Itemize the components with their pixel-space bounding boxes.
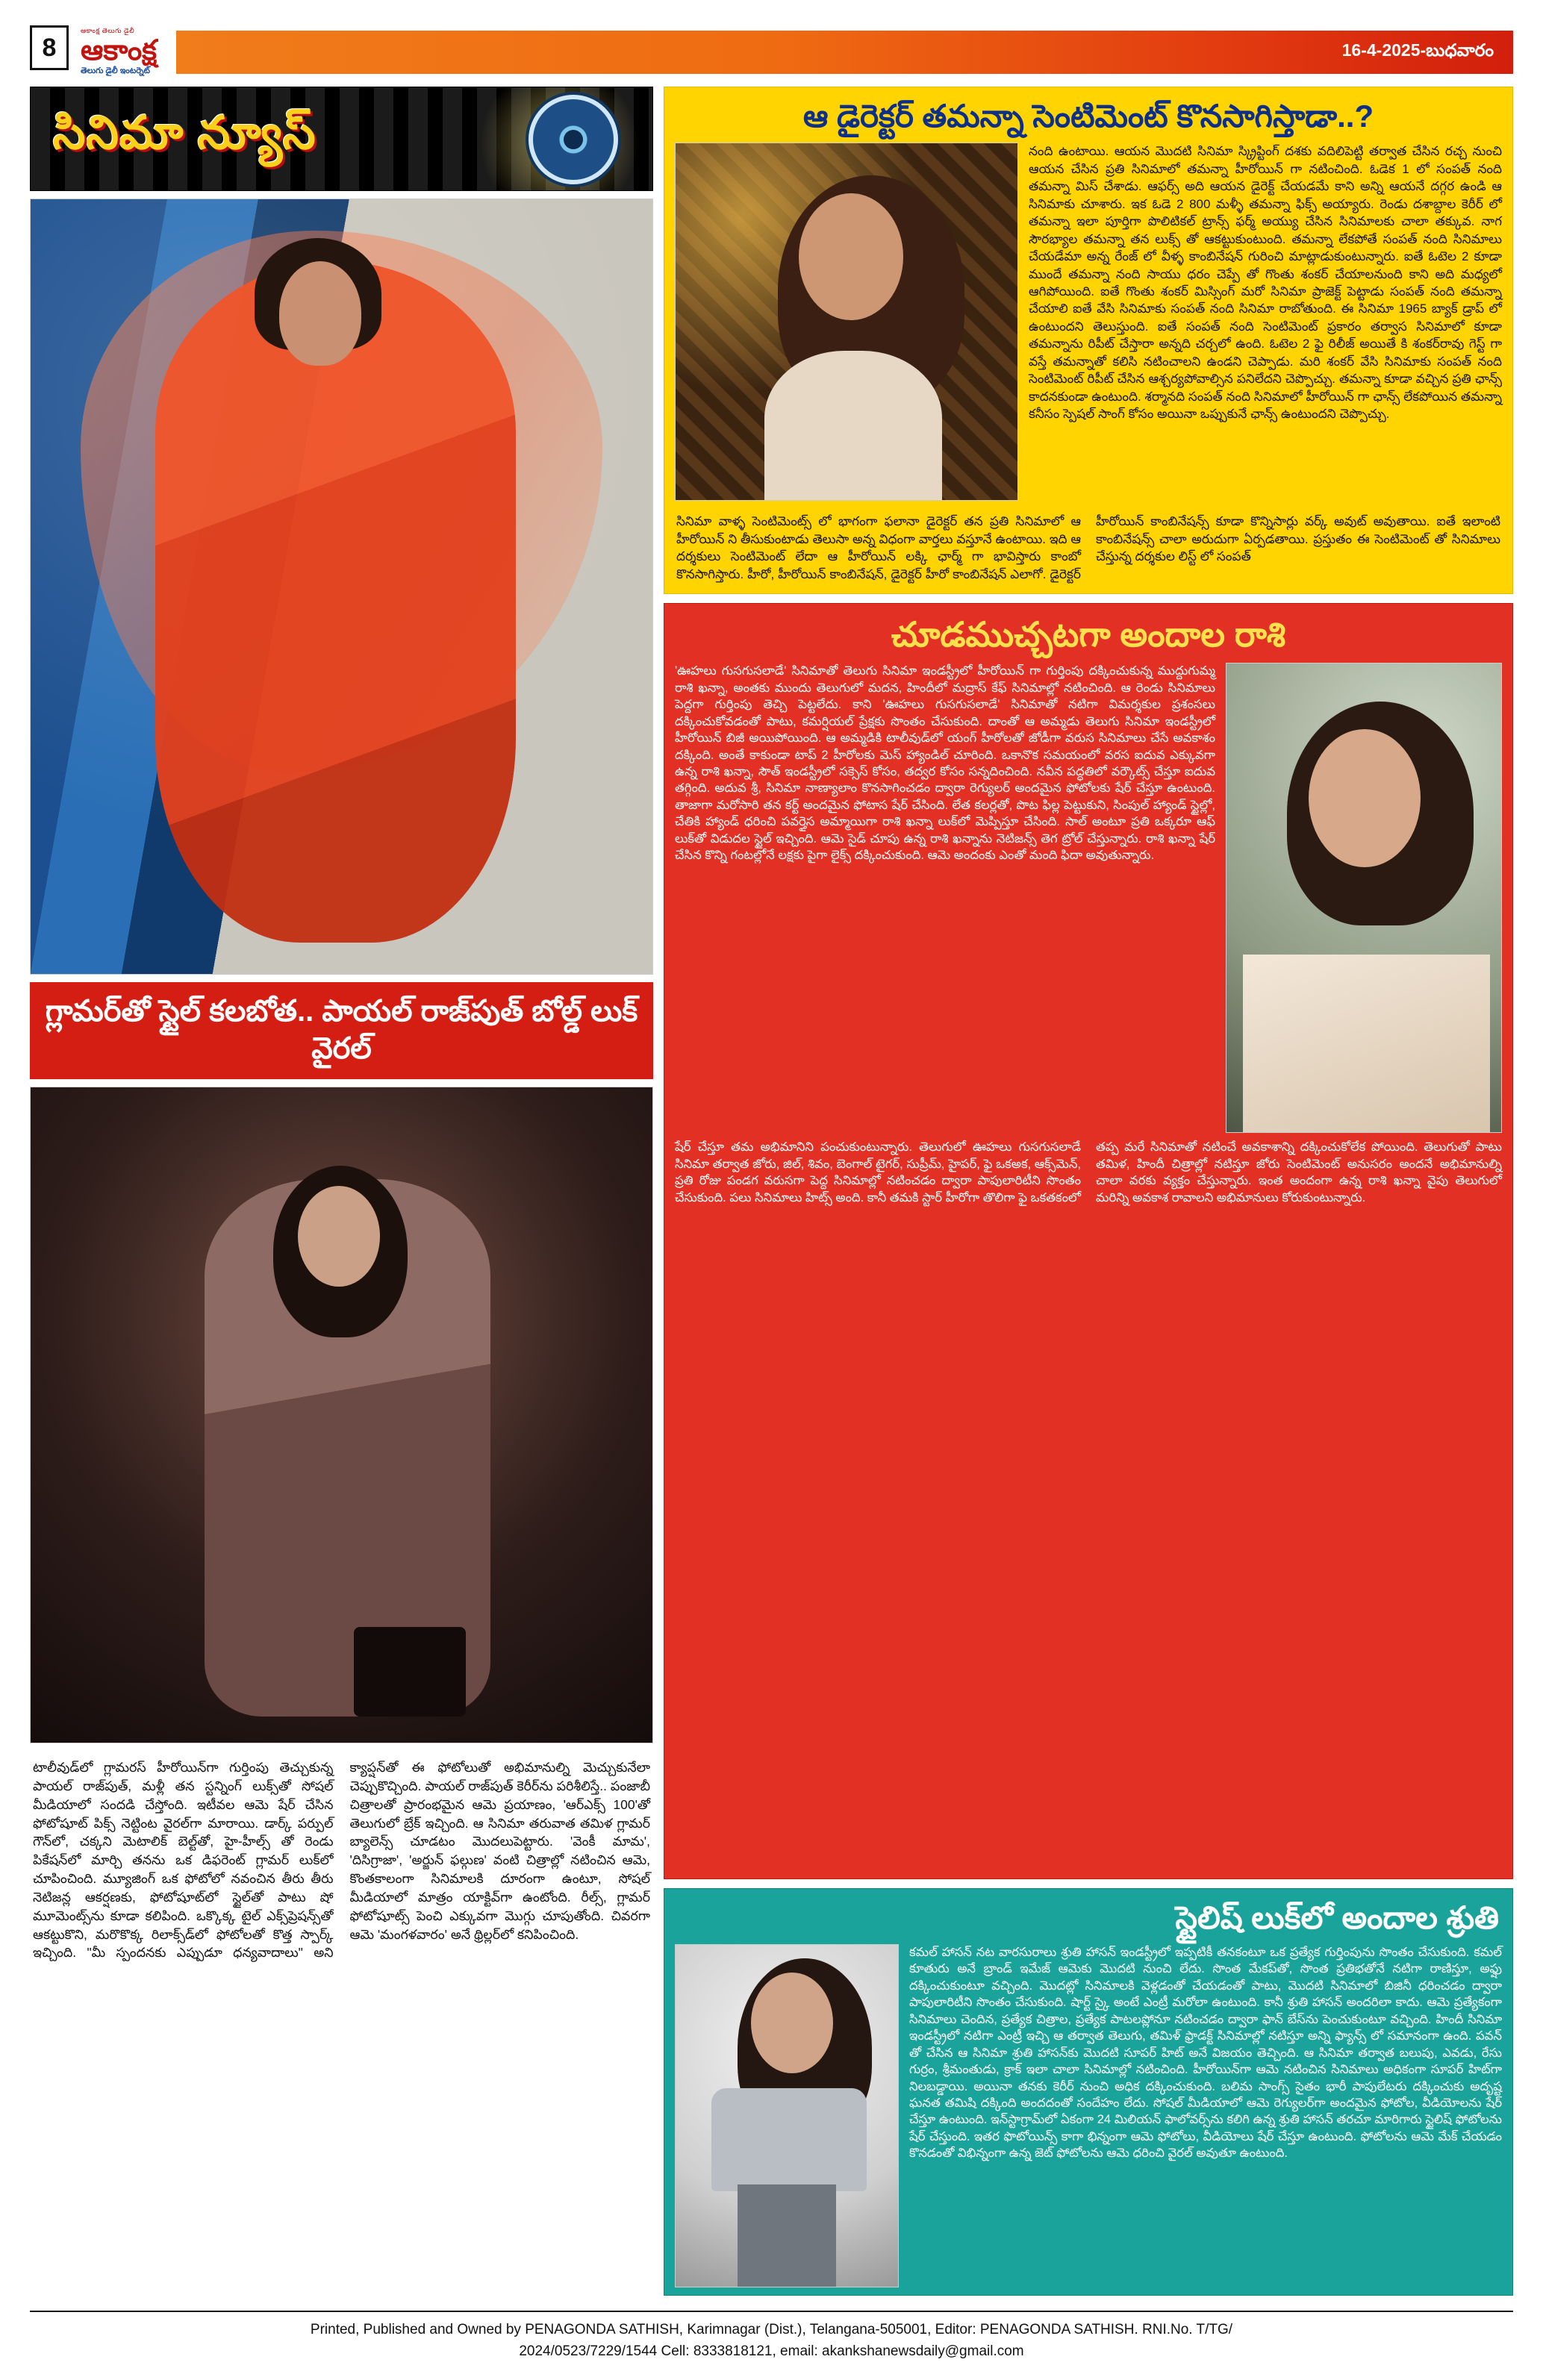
right-column (664, 87, 1513, 2296)
shruti-photo (675, 1944, 899, 2287)
shruti-column-text: కమల్ హాసన్ నట వారసురాలు శ్రుతి హాసన్ ఇండస్ట్రీలో ఇప్పటికీ తనకంటూ ఒక ప్రత్యేక గుర్తింపును సొంతం చేసుకుంది. కమల్ కూతురు అనే బ్రాండ్ ఇమేజ్ ఆమెకు మొదటి నుంచి లేదు. సొంత మేకప్‌తో, సొంత ప్రతిభతోనే నటిగా రాణిస్తూ, అఫ్షు దక్కించుకుంటూ వచ్చింది. మొదట్లో సినిమాలకి వెళ్లడంతో చేయడంతో పాటు, మొదటి సినిమాలో బిజినీ ధరించడం ద్వారా పాపులారిటీని సొంతం చేసుకుంది. షార్ట్ స్కై అంటే ఎంట్రీ మరోలా ఉంటుంది. కానీ శ్రుతి హాసన్ అందరిలా కాదు. ఆమె ప్రత్యేకంగా సినిమాలు చెందిన, ప్రత్యేక చిత్రాల, ప్రత్యేక పాటలప్లోనూ నటించడం ద్వారా ఫాన్ బేస్‌ను పెంచుకుంటూ వచ్చింది. హిందీ సినిమా ఇండస్ట్రీలో నటిగా ఎంట్రీ ఇచ్చి ఆ తర్వాత తెలుగు, తమిళ్ ఫ్రాడక్ట్ సినిమాల్లో నటిస్తూ అన్ని ఫ్యాన్స్ లో సమానంగా ఉంది. పవన్ తో చేసిన ఆ సినిమా శ్రుతి హాసన్‌కు మొదటి సూపర్ హిట్ అనే విజయం తెచ్చింది. ఆ సినిమా తర్వాత బలుపు, ఎవడు, రేసు గుర్రం, శ్రీమంతుడు, క్రాక్ ఇలా చాలా సినిమాల్లో నటించింది. హీరోయిన్‌గా ఆమె నటించిన సినిమాలు అధికంగా సూపర్ హిట్‌గా నిలబడ్డాయి. అయినా తనకు కెరీర్ నుంచి అధిక దక్కించుకుంది. బలిమ సాంగ్స్ సైతం భారీ పాపులేటరు దక్కించుకు అదృష్ట ఘనత తమిషి దక్కింది అందదంతో సందేహం లేదు. సోషల్ మీడియాలో ఆమె రెగ్యులర్‌గా అందమైన ఫోటోల, వీడియోలను షేర్ చేస్తూ ఉంటుంది. ఇన్‌స్టాగ్రామ్‌లో ఏకంగా 24 మిలియన్ ఫాలోవర్స్‌ను కలిగి ఉన్న శ్రుతి హాసన్ తరచూ మారిగారు స్టైలిష్ ఫోటోలను షేర్ చేస్తుంది. ఇతర ఫొటోయిన్స్ కాగా భిన్నంగా ఆమె ఫోటోలు, వీడియోలు షేర్ చేస్తూ ఉంటుంది. ఫోటోలను ఆమె మేక్ చేయడం కొనడంతో విభిన్నంగా ఉన్న జెట్ ఫోటోలను ఆమె ధరించి వైరల్ అవుతూ ఉంటుంది. (909, 1946, 1502, 2161)
left-column (30, 87, 653, 2296)
footer-line-2: 2024/0523/7229/1544 Cell: 8333818121, email: akankshanewsdaily@gmail.com (519, 2343, 1024, 2359)
photo-body-shape (764, 351, 942, 501)
cinema-news-title: సినిమా న్యూస్ (53, 107, 317, 159)
film-reel-icon (529, 95, 618, 184)
raashi-column-text: 'ఊహలు గుసగుసలాడే' సినిమాతో తెలుగు సినిమా ఇండస్ట్రీలో హీరోయిన్ గా గుర్తింపు దక్కించుకున్న ముద్దుగుమ్మ రాశి ఖన్నా, అంతకు ముందు తెలుగులో మదన, హిందీలో మద్రాస్ కేఫ్ సినిమాల్లో నటించింది. ఆ రెండు సినిమాలు పెద్దగా గుర్తింపు తెచ్చి పెట్టలేదు. కాని 'ఊహలు గుసగుసలాడే' సినిమాతో నటిగా విమర్శకుల ప్రశంసలు దక్కించుకోవడంతో పాటు, కమర్షియల్ ప్రేక్షకు సొంతం చేసుకుంది. దాంతో ఆ అమ్మడు తెలుగు సినిమా ఇండస్ట్రీలో హీరోయిన్ బిజీ అయిపోయింది. ఆ అమ్మడికి టాలీవుడ్‌లో యంగ్ హీరోలతో జోడీగా వరుస సినిమాలు చేసే అవకాశం దక్కింది. అంతే కాకుండా టాప్ 2 హీరోలకు మెస్ హ్యాండిల్ చూరింది. ఒకానొక సమయంలో వరస ఐదువ ఎక్కువగా ఉన్న రాశి ఖన్నా, సౌత్ ఇండస్ట్రీలో సక్సెస్ కోసం, తద్వర కోసం సన్నదించింది. నవీన పద్ధతిలో వర్కౌట్స్ చేస్తూ ఐదువ తగ్గింది. అదువ శ్రీ, సినిమా నాణ్యాలాం కొనసాగించడం ద్వారా రెగ్యులర్ అందమైన ఫోటోలకు షేర్ చేస్తూ ఉంటుంది. తాజాగా మరోసారి తన కర్ట్ అందమైన ఫోటాస షేర్ చేసింది. లేత కలర్లతో, పొట ఫిల్ల పెట్టుకుని, సింపుల్ హ్యాండ్ స్టైల్లో, చేతికి హ్యాండ్ ధరించి పవర్తైస అమ్మాయిగా రాశి ఖన్నా లుక్‌లో మెప్పిస్తూ చేసింది. సాల్ అంటూ ప్రతి ఒక్కరూ ఆఫ్ లుక్‌తో విడుదల స్టైల్ ఇచ్చింది. ఆమె సైడ్ చూపు ఉన్న రాశి ఖన్నాను నెటిజన్స్ తెగ ట్రోల్ చేస్తున్నారు. రాశి ఖన్నా షేర్ చేసిన కొన్ని గంటల్లోనే లక్షకు పైగా లైక్స్ దక్కించుకుంది. ఆమె అందంకు ఎంతో మంది ఫిదా అవుతున్నారు. (675, 664, 1215, 863)
shruti-top-row (664, 1944, 1512, 2295)
tamanna-column-text: నంది ఉంటాయి. ఆయన మొదటి సినిమా స్క్రిప్టింగ్ దశకు వదిలిపెట్టి తర్వాత చేసిన రచ్చ నుంచి ఆయన చేసిన ప్రతి సినిమాలో తమన్నా హీరోయిన్ గా నటించింది. ఓడెక 1 లో సంపత్ నంది తమన్నా మిస్ చేశాడు. ఆఫర్స్ అది ఆయన డైరెక్ట్ చేయడమే కాని అన్ని ఆయనే దగ్గర ఉండి ఆ సినిమాకు చూశారు. ఇక ఓడె 2 800 మళ్ళీ తమన్నా ఫిక్స్ అయ్యారు. రెండు దశాబ్దాల కెరీర్ లో తమన్నా ఇలా పూర్తిగా పొలిటికల్ ట్రాన్స్ ఫర్మ్ అయ్యు చేసిన సినిమాలకు చాలా తక్కువ. నాగ సౌరభ్యాల తమన్నా తన లుక్స్ తో ఆకట్టుకుంటుంది. తమన్నా లేకపోతే సంపత్ నంది సినిమాలు చేయడేమా అన్న రేంజ్ లో వీళ్ళ కాంబినేషన్ గురించి మాట్లాడుకుంటున్నారు. ఐతే ఓటెల 2 కూడా ముందే తమన్నా నంది సాయు ధరం చెప్పే తో గొంతు శంకర్ చేయాలనుంది కాని అది మధ్యలో ఆగిపోయింది. ఐతే గొంతు శంకర్ మిస్సింగ్ మరో సినిమా ప్రాజెక్ట్ పెట్టాడు సంపత్ నంది తమన్నా చేయాలి ఐతే వేసి సినిమాకు సంపత్ నంది సినిమా రాబోతుంది. ఈ సినిమా 1965 బ్యాక్ డ్రాప్ లో ఉంటుందని తెలుస్తుంది. ఐతే సంపత్ నంది సెంటిమెంట్ ప్రకారం తర్వాస సినిమాలో కూడా తమన్నాను రిపీట్ చేస్తారా అన్నది చర్చలో ఉంది. ఓటెల 2 ఫై రిలీజ్ అయితే కి శంకర్‌రావు గెస్ట్ గా వస్తే తమన్నాతో కలిసి నటించాలని ఉండని చెప్పాడు. మరి శంకర్ వేసి సినిమాకు సంపత్ నంది సెంటిమెంట్ రిపీట్ చేసిన ఆశ్చర్యపోవాల్సిన పనిలేదని చెప్పొచ్చు. తమన్నా కూడా వచ్చిన ప్రతి ఛాన్స్ కాదనకుండా ఉంటుంది. శర్మానది సంపత్ నంది సినిమాలో హీరోయిన్ గా ఛాన్స్ లేకపోయిన తమన్నా కనీసం స్పెషల్ సాంగ్ కోసం అయినా ఒప్పుకునే ఛాన్స్ ఉంటుందని చెప్పొచ్చు. (1029, 144, 1502, 422)
masthead (30, 25, 1513, 79)
photo-head-shape (799, 193, 903, 320)
page-number: 8 (30, 25, 69, 70)
photo-head-shape (279, 261, 361, 366)
logo-subtitle: తెలుగు డైలీ ఇంటర్నెట్ (81, 66, 150, 75)
tamanna-headline: ఆ డైరెక్టర్ తమన్నా సెంటిమెంట్ కొనసాగిస్తాడా..? (802, 99, 1374, 134)
cinema-news-banner (30, 87, 653, 191)
raashi-headline: చూడముచ్చటగా అందాల రాశి (891, 615, 1286, 655)
tamanna-wrap-text: సినిమా వాళ్ళ సెంటిమెంట్స్ లో భాగంగా ఫలానా డైరెక్టర్ తన ప్రతి సినిమాలో ఆ హీరోయిన్ ని తీసుకుంటాడు తెలుసా అన్న విధంగా వార్తలు వస్తూనే ఉంటాయి. ఇది ఆ దర్శకులు సెంటిమెంట్ లేదా ఆ హీరోయిన్ లక్కి ఛార్మ్ గా భావిస్తారు కాంబో కొనసాగిస్తారు. హీరో, హీరోయిన్ కాంబినేషన్, డైరెక్టర్ హీరో కాంబినేషన్ ఎలాగో. డైరెక్టర్ హీరోయిన్ కాంబినేషన్స్ కూడా కొన్నిసార్లు వర్క్ అవుట్ అవుతాయి. ఐతే ఇలాంటి కాంబినేషన్స్ చాలా అరుదుగా ఏర్పడతాయి. ప్రస్తుతం ఈ సెంటిమెంట్ తో సినిమాలు చేస్తున్న దర్శకుల లిస్ట్ లో సంపత్ (676, 514, 1500, 581)
payal-article-body: టాలీవుడ్‌లో గ్లామరస్ హీరోయిన్‌గా గుర్తింపు తెచ్చుకున్న పాయల్ రాజ్‌పుత్, మళ్లీ తన స్టన్నింగ్ లుక్స్‌తో సోషల్ మీడియాలో సందడి చేస్తోంది. ఇటీవల ఆమె షేర్ చేసిన ఫోటోషూట్ పిక్స్ నెట్టింట వైరల్‌గా మారాయి. డార్క్ పర్పుల్ గౌన్‌లో, చక్కని మెటాలిక్ బెల్ట్‌తో, హై-హీల్స్ తో రెండు పికేషన్‌లో మార్చి తనను ఒక డిఫరెంట్ గ్లామర్ లుక్‌లో చూపించింది. మ్యూజింగ్ ఒక ఫోటోలో నవంచిన తీరు తీరు నెటిజన్ల ఆకర్షణకు, ఫోటోషూట్‌లో స్టైల్‌తో పాటు షో మూమెంట్స్‌ను కూడా కలిపింది. ఒక్కొక్క టైల్ ఎక్స్‌ప్రెషన్స్‌తో ఆకట్టుకొని, మరొకొక్క రిలాక్స్‌డ్‌లో ఫోటోలతో కొత్త స్పార్క్ ఇచ్చింది. "మీ స్పందనకు ఎప్పుడూ ధన్యవాదాలు" అని క్యాప్షన్‌తో ఈ ఫోటోలుతో అభిమానుల్ని మెచ్చుకునేలా చెప్పుకొచ్చింది. పాయల్ రాజ్‌పుత్ కెరీర్‌ను పరిశీలిస్తే.. పంజాబీ చిత్రాలతో ప్రారంభమైన ఆమె ప్రయాణం, 'ఆర్‌ఎక్స్ 100'తో తెలుగులో బ్రేక్ ఇచ్చింది. ఆ సినిమా తరువాత తమిళ గ్లామర్ బ్యాలెన్స్ చూడటం మొదలుపెట్టారు. 'వెంకీ మామ', 'దిసిగ్రాజా', 'అర్జున్ ఫల్గుణ' వంటి చిత్రాల్లో నటించిన ఆమె, కొంతకాలంగా సినిమాలకి దూరంగా ఉంటూ, సోషల్ మీడియాలో మాత్రం యాక్టివ్‌గా ఉంటోంది. రీల్స్, గ్లామర్ ఫోటోషూట్స్ పెంచి ఎక్కువగా మొగ్గు చూపుతోంది. చివరగా ఆమె 'మంగళవారం' అనే థ్రిల్లర్‌లో కనిపించింది. (33, 1760, 650, 1961)
tamanna-top-row (664, 143, 1512, 508)
masthead-bar (176, 31, 1513, 74)
logo-tagline-top: ఆకాంక్ష తెలుగు డైలీ (81, 27, 135, 34)
article-raashi (664, 603, 1513, 1878)
publication-logo (81, 25, 176, 79)
photo-head-shape (1309, 729, 1421, 867)
publication-date: 16-4-2025-బుధవారం (1341, 40, 1494, 60)
logo-title: ఆకాంక్ష (81, 35, 157, 66)
payal-bottom-photo (30, 1087, 653, 1743)
raashi-top-row (664, 663, 1512, 1137)
photo-pants-shape (738, 2184, 835, 2287)
article-tamanna (664, 87, 1513, 594)
payal-headline: గ్లామర్‌తో స్టైల్ కలబోత.. పాయల్ రాజ్‌పుత్ బోల్డ్ లుక్ వైరల్ (30, 982, 653, 1079)
photo-bag-shape (354, 1627, 466, 1717)
footer-line-1: Printed, Published and Owned by PENAGONDA SATHISH, Karimnagar (Dist.), Telangana-505001, Editor: PENAGONDA SATHISH. RNI.No. T/TG/ (310, 2322, 1233, 2337)
shruti-headline: స్టైలిష్ లుక్‌లో అందాల శ్రుతి (1175, 1899, 1499, 1935)
photo-jacket-shape (711, 2088, 867, 2190)
tamanna-photo (675, 143, 1018, 501)
photo-head-shape (751, 1973, 833, 2073)
raashi-photo (1226, 663, 1502, 1133)
photo-saree-shape (1243, 955, 1490, 1133)
page-footer (30, 2311, 1513, 2362)
raashi-wrap-text: షేర్ చేస్తూ తమ అభిమానిని పంచుకుంటున్నారు. తెలుగులో ఊహలు గుసగుసలాడే సినిమా తర్వాత జోరు, జిల్, శివం, బెంగాల్ టైగర్, సుప్రీమ్, హైపర్, ఫై ఒకఅక, ఆక్స్‌మెన్, ప్రతి రోజు పండగ వరుసగా పెద్ద సినిమాల్లో నటించడం ద్వారా పాపులారిటీని సొంతం చేసుకుంది. పలు సినిమాలు హిట్స్ అంది. కానీ తమకి స్టార్ హీరోగా తొలిగా ఫై ఒకతకంలో తప్ప మరే సినిమాతో నటించే అవకాశాన్ని దక్కించుకోలేక పోయింది. తెలుగుతో పాటు తమిళ, హిందీ చిత్రాల్లో నటిస్తూ జోరు సెంటిమెంట్ అనుసరం అందనే అభిమానుల్ని చాలా వరకు వ్యక్తం చేస్తున్నారు. ఇంత అందంగా ఉన్న రాశి ఖన్నా వైపు తెలుగులో మరిన్ని అవకాశ రావాలని అభిమానులు కోరుకుంటున్నారు. (675, 1140, 1502, 1205)
page-content (30, 87, 1513, 2296)
payal-top-photo (30, 199, 653, 975)
article-shruti (664, 1888, 1513, 2296)
photo-head-shape-2 (298, 1186, 380, 1287)
